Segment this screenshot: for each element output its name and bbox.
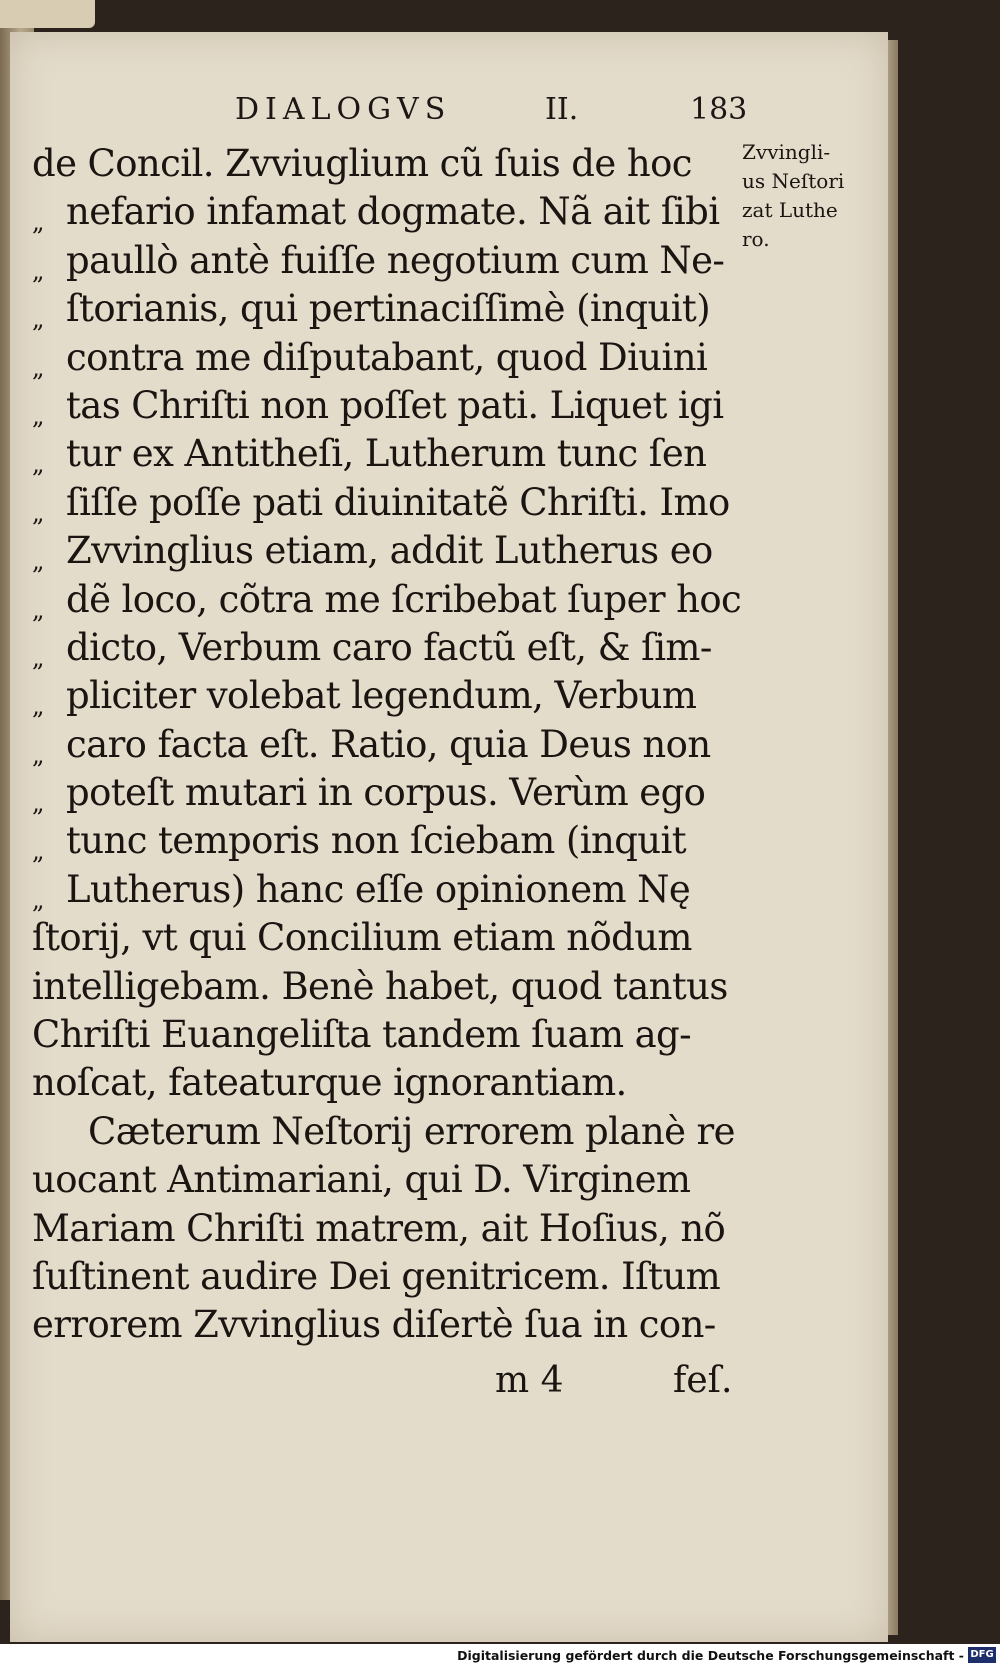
text-line-content: tunc temporis non ſciebam (inquit <box>66 819 687 863</box>
text-line-content: nefario infamat dogmate. Nã ait ſibi <box>66 190 720 234</box>
text-line <box>32 721 732 769</box>
page-number: 183 <box>690 92 748 127</box>
text-line-content: dicto, Verbum caro factũ eſt, & ſim- <box>66 625 712 669</box>
running-header <box>225 92 748 132</box>
quote-mark: „ <box>32 595 44 624</box>
text-line <box>32 140 732 188</box>
text-line-content: Zvvinglius etiam, addit Lutherus eo <box>66 529 713 573</box>
quote-mark: „ <box>32 208 44 237</box>
text-line <box>32 430 732 478</box>
text-line-content: caro facta eſt. Ratio, quia Deus non <box>66 722 711 766</box>
text-line <box>32 1108 735 1156</box>
text-line <box>32 1253 732 1301</box>
text-line <box>32 576 742 624</box>
text-line <box>32 963 732 1011</box>
text-line <box>32 1011 732 1059</box>
text-line-content: ſtorianis, qui pertinaciſſimè (inquit) <box>66 287 711 331</box>
text-line <box>32 188 732 236</box>
quote-mark: „ <box>32 353 44 382</box>
margin-note-line: Zvvingli- <box>742 140 831 164</box>
text-line-content: uocant Antimariani, qui D. Virginem <box>32 1158 691 1202</box>
text-line-content: tas Chriſti non poſſet pati. Liquet igi <box>66 383 724 427</box>
body-text <box>32 140 742 1350</box>
text-line-content: Mariam Chriſti matrem, ait Hoſius, nõ <box>32 1206 726 1250</box>
text-line <box>32 1156 732 1204</box>
margin-note-line: zat Luthe <box>742 198 838 222</box>
quote-mark: „ <box>32 547 44 576</box>
quote-mark: „ <box>32 450 44 479</box>
text-line <box>32 914 732 962</box>
footer-credit: Digitalisierung gefördert durch die Deutsche Forschungsgemeinschaft - <box>457 1648 964 1663</box>
quote-mark: „ <box>32 643 44 672</box>
quote-mark: „ <box>32 498 44 527</box>
text-line <box>32 769 732 817</box>
text-line-content: intelligebam. Benè habet, quod tantus <box>32 964 728 1008</box>
text-line <box>32 1059 732 1107</box>
catchword: feſ. <box>673 1360 733 1401</box>
text-line-content: paullò antè fuiſſe negotium cum Ne- <box>66 238 725 282</box>
text-line <box>32 624 732 672</box>
quote-mark: „ <box>32 885 44 914</box>
section-number: II. <box>545 92 579 127</box>
text-line-content: pliciter volebat legendum, Verbum <box>66 674 697 718</box>
running-title: DIALOGVS <box>235 92 452 127</box>
text-line-content: dẽ loco, cõtra me ſcribebat ſuper hoc <box>66 577 742 621</box>
quote-mark: „ <box>32 789 44 818</box>
quote-mark: „ <box>32 305 44 334</box>
margin-note-line: ro. <box>742 227 770 251</box>
quote-mark: „ <box>32 256 44 285</box>
margin-note-line: us Neſtori <box>742 169 845 193</box>
text-line-content: tur ex Antitheſi, Lutherum tunc ſen <box>66 432 707 476</box>
text-line <box>32 382 732 430</box>
text-line-content: Lutherus) hanc eſſe opinionem Nę <box>66 867 691 911</box>
text-line <box>32 334 732 382</box>
text-line <box>32 672 732 720</box>
quote-mark: „ <box>32 692 44 721</box>
text-line <box>32 866 732 914</box>
text-line <box>32 237 732 285</box>
dfg-logo: DFG <box>968 1647 996 1663</box>
text-line <box>32 1205 732 1253</box>
text-line-content: Cæterum Neſtorij errorem planè re <box>88 1109 735 1153</box>
signature-line <box>495 1360 745 1410</box>
text-line-content: errorem Zvvinglius diſertè ſua in con- <box>32 1303 716 1347</box>
text-line-content: poteſt mutari in corpus. Verùm ego <box>66 771 706 815</box>
margin-note <box>742 138 892 254</box>
text-line <box>32 1301 732 1349</box>
text-line-content: contra me diſputabant, quod Diuini <box>66 335 708 379</box>
signature-mark: m 4 <box>495 1360 564 1401</box>
quote-mark: „ <box>32 740 44 769</box>
text-line-content: ſuſtinent audire Dei genitricem. Iſtum <box>32 1254 721 1298</box>
text-line <box>32 527 732 575</box>
text-line-content: noſcat, fateaturque ignorantiam. <box>32 1061 627 1105</box>
text-line-content: ſiſſe poſſe pati diuinitatẽ Chriſti. Imo <box>66 480 730 524</box>
quote-mark: „ <box>32 837 44 866</box>
text-line-content: de Concil. Zvviuglium cũ ſuis de hoc <box>32 142 692 185</box>
footer-bar <box>0 1644 1000 1670</box>
text-line-content: Chriſti Euangeliſta tandem ſuam ag- <box>32 1013 692 1057</box>
text-line <box>32 479 732 527</box>
quote-mark: „ <box>32 401 44 430</box>
text-line-content: ſtorij, vt qui Concilium etiam nõdum <box>32 916 692 960</box>
text-line <box>32 285 732 333</box>
text-line <box>32 817 732 865</box>
page-tab-strip <box>0 0 95 28</box>
